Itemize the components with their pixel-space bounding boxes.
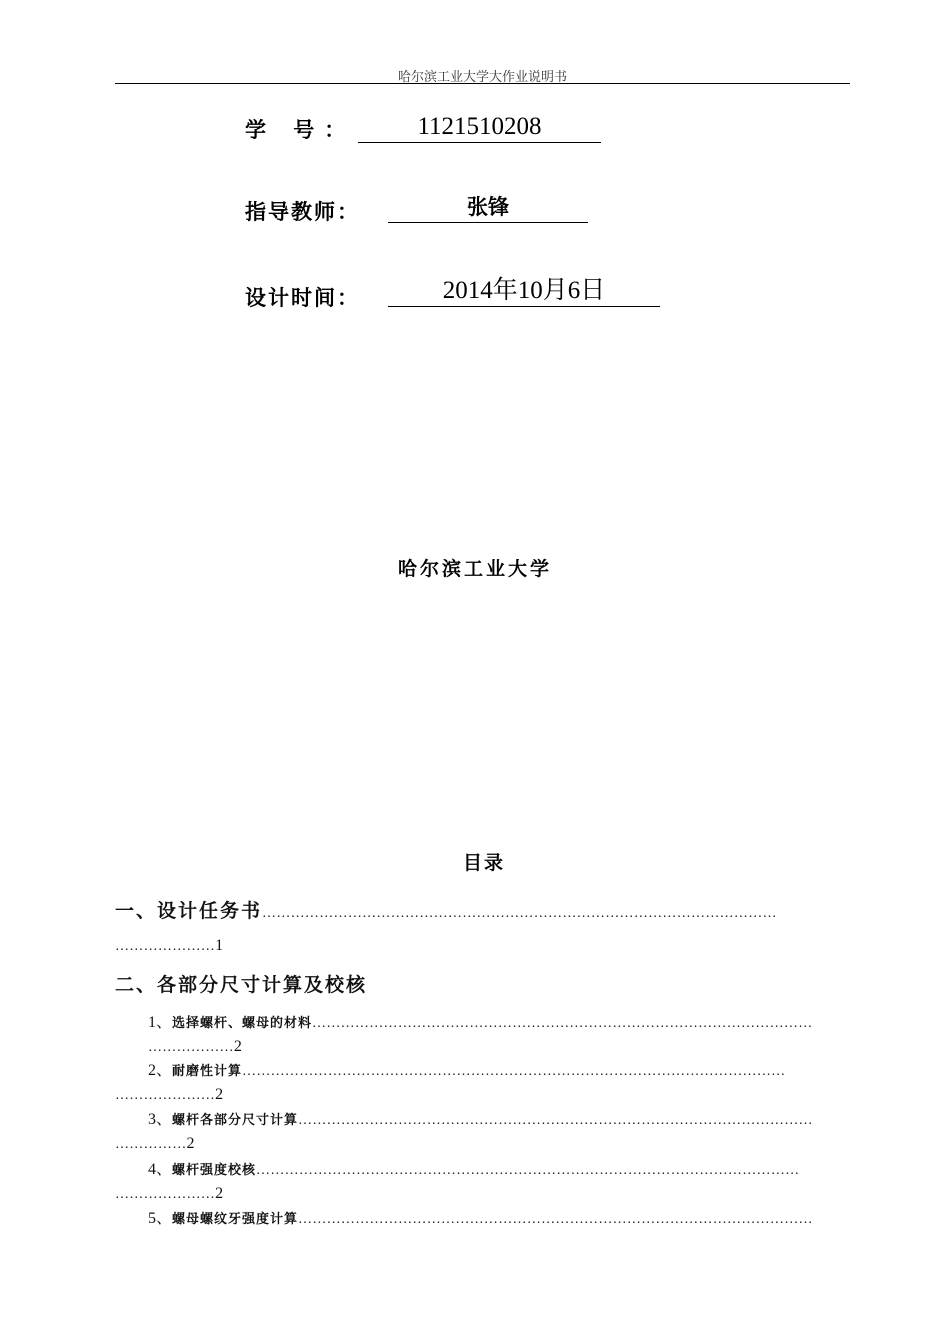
toc-sub-4-page: 2 — [215, 1185, 224, 1202]
toc-sub-2-num: 2、 — [148, 1062, 173, 1079]
toc-entry-sub-5[interactable] — [148, 1209, 850, 1230]
toc-leader-dots: ……………………………………………………………………………………………… — [262, 906, 777, 921]
advisor-label: 指导教师： — [245, 200, 360, 224]
toc-sub-3-num: 3、 — [148, 1111, 173, 1128]
toc-sub-2-label: 耐磨性计算 — [172, 1064, 243, 1079]
toc-sub-1-num: 1、 — [148, 1014, 173, 1031]
toc-entry-sub-4[interactable] — [148, 1160, 850, 1181]
student-id-label: 学 号： — [245, 118, 356, 142]
toc-section-1-page: 1 — [215, 937, 224, 954]
toc-sub-3-label: 螺杆各部分尺寸计算 — [172, 1113, 299, 1128]
toc-sub-5-num: 5、 — [148, 1210, 173, 1227]
toc-entry-sub-3[interactable] — [148, 1110, 850, 1131]
toc-entry-sub-2-cont — [115, 1085, 850, 1106]
toc-title: 目录 — [462, 852, 505, 874]
header-rule — [115, 83, 850, 84]
toc-entry-sub-4-cont — [115, 1184, 850, 1205]
date-value: 2014年10月6日 — [388, 276, 660, 307]
toc-leader-dots: ……………………………………………………………………………………………… — [298, 1212, 813, 1227]
toc-entry-sub-1-cont — [148, 1037, 850, 1058]
toc-entry-sub-3-cont — [115, 1134, 850, 1155]
student-id-value: 1121510208 — [358, 112, 601, 143]
toc-sub-1-label: 选择螺杆、螺母的材料 — [172, 1016, 313, 1031]
toc-entry-section-1-cont — [115, 936, 850, 957]
date-label: 设计时间： — [245, 286, 360, 310]
toc-sub-5-label: 螺母螺纹牙强度计算 — [172, 1212, 299, 1227]
toc-entry-section-1[interactable] — [115, 898, 850, 927]
toc-sub-2-page: 2 — [215, 1086, 224, 1103]
toc-leader-dots: …………………………………………………………………………………………………… — [256, 1163, 800, 1178]
toc-leader-dots: ……………… — [148, 1040, 234, 1055]
toc-entry-section-2[interactable] — [115, 972, 850, 1000]
toc-entry-sub-2[interactable] — [148, 1061, 850, 1082]
toc-leader-dots: ………………… — [115, 1088, 216, 1103]
running-header: 哈尔滨工业大学大作业说明书 — [397, 70, 567, 85]
toc-leader-dots: …………… — [115, 1137, 187, 1152]
toc-leader-dots: ………………… — [115, 939, 216, 954]
advisor-value: 张锋 — [388, 192, 588, 223]
toc-section-2-label: 二、各部分尺寸计算及校核 — [115, 974, 368, 996]
toc-leader-dots: ………………… — [115, 1187, 216, 1202]
toc-sub-3-page: 2 — [186, 1135, 195, 1152]
university-name: 哈尔滨工业大学 — [397, 558, 552, 580]
toc-section-1-label: 一、设计任务书 — [115, 900, 263, 922]
toc-leader-dots: ……………………………………………………………………………………………… — [298, 1113, 813, 1128]
toc-leader-dots: …………………………………………………………………………………………………… — [242, 1064, 786, 1079]
toc-sub-4-label: 螺杆强度校核 — [172, 1163, 257, 1178]
toc-sub-4-num: 4、 — [148, 1161, 173, 1178]
toc-leader-dots: …………………………………………………………………………………………… — [312, 1016, 813, 1031]
toc-sub-1-page: 2 — [233, 1038, 242, 1055]
toc-entry-sub-1[interactable] — [148, 1013, 850, 1034]
